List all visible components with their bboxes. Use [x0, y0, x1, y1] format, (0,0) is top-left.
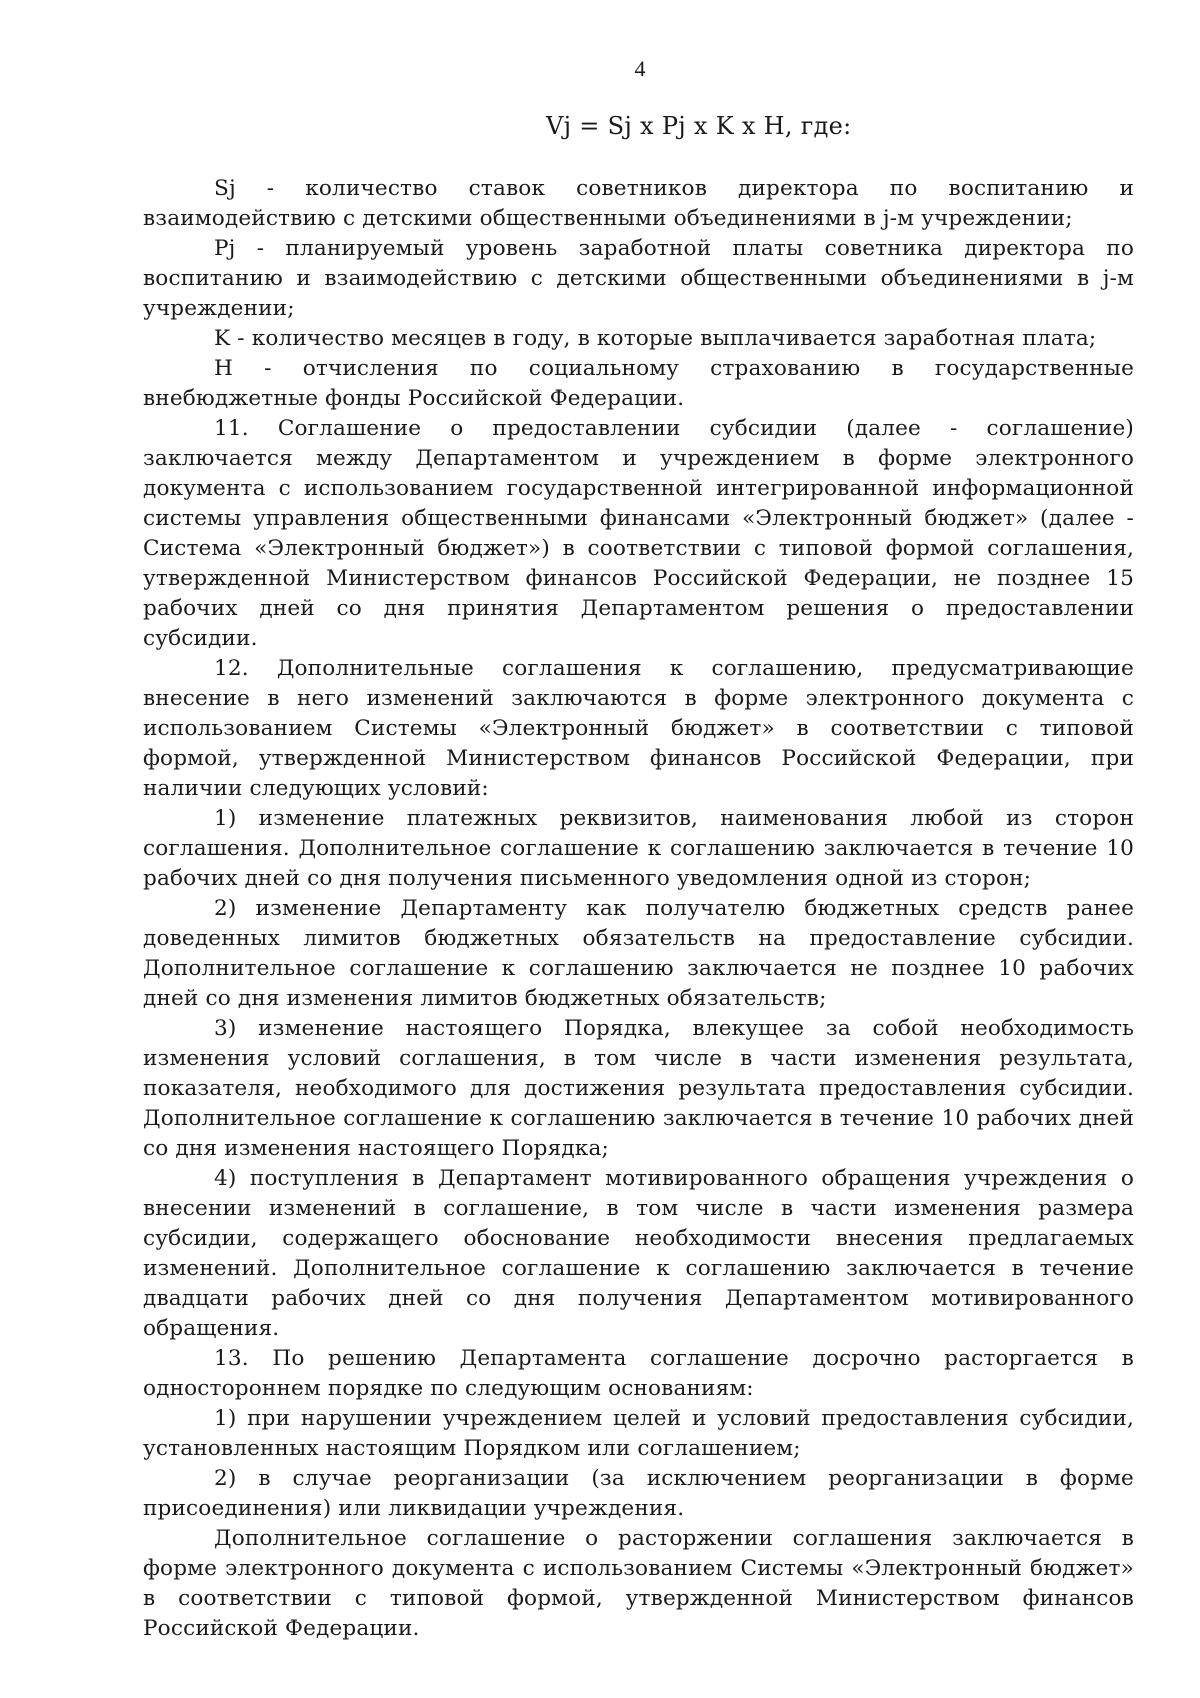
paragraph-clause-13-item-1: 1) при нарушении учреждением целей и условий предоставления субсидии, установленных настоящим Порядком или соглашением; — [143, 1406, 1134, 1461]
paragraph-termination-agreement: Дополнительное соглашение о расторжении соглашения заключается в форме электронного документа с использованием Системы «Электронный бюджет» в соответствии с типовой формой, утвержденной Министерством финансов Российской Федерации. — [143, 1526, 1134, 1641]
paragraph-pj-definition: Pj - планируемый уровень заработной платы советника директора по воспитанию и взаимодействию с детскими общественными объединениями в j-м учреждении; — [143, 236, 1134, 321]
formula: Vj = Sj x Pj x K x H, где: — [546, 112, 852, 140]
paragraph-clause-12: 12. Дополнительные соглашения к соглашению, предусматривающие внесение в него изменений заключаются в форме электронного документа с использованием Системы «Электронный бюджет» в соответствии с типовой формой, утвержденной Министерством финансов Российской Федерации, при наличии следующих условий: — [143, 656, 1134, 801]
document-body — [143, 174, 1134, 1644]
paragraph-clause-13-item-2: 2) в случае реорганизации (за исключением реорганизации в форме присоединения) или ликвидации учреждения. — [143, 1466, 1134, 1521]
paragraph-k-definition: K - количество месяцев в году, в которые выплачивается заработная плата; — [214, 326, 1097, 351]
paragraph-clause-13: 13. По решению Департамента соглашение досрочно расторгается в одностороннем порядке по следующим основаниям: — [143, 1346, 1134, 1401]
paragraph-clause-12-item-1: 1) изменение платежных реквизитов, наименования любой из сторон соглашения. Дополнительное соглашение к соглашению заключается в течение 10 рабочих дней со дня получения письменного уведомления одной из сторон; — [143, 806, 1134, 891]
page-number: 4 — [634, 56, 646, 81]
paragraph-clause-12-item-4: 4) поступления в Департамент мотивированного обращения учреждения о внесении изменений в соглашение, в том числе в части изменения размера субсидии, содержащего обоснование необходимости внесения предлагаемых изменений. Дополнительное соглашение к соглашению заключается в течение двадцати рабочих дней со дня получения Департаментом мотивированного обращения. — [143, 1166, 1134, 1341]
paragraph-clause-12-item-3: 3) изменение настоящего Порядка, влекущее за собой необходимость изменения условий соглашения, в том числе в части изменения результата, показателя, необходимого для достижения результата предоставления субсидии. Дополнительное соглашение к соглашению заключается в течение 10 рабочих дней со дня изменения настоящего Порядка; — [143, 1016, 1134, 1161]
paragraph-clause-12-item-2: 2) изменение Департаменту как получателю бюджетных средств ранее доведенных лимитов бюджетных обязательств на предоставление субсидии. Дополнительное соглашение к соглашению заключается не позднее 10 рабочих дней со дня изменения лимитов бюджетных обязательств; — [143, 896, 1134, 1011]
paragraph-sj-definition: Sj - количество ставок советников директора по воспитанию и взаимодействию с детскими общественными объединениями в j-м учреждении; — [143, 176, 1134, 231]
paragraph-h-definition: H - отчисления по социальному страхованию в государственные внебюджетные фонды Российской Федерации. — [143, 356, 1134, 411]
paragraph-clause-11: 11. Соглашение о предоставлении субсидии (далее - соглашение) заключается между Департаментом и учреждением в форме электронного документа с использованием государственной интегрированной информационной системы управления общественными финансами «Электронный бюджет» (далее - Система «Электронный бюджет») в соответствии с типовой формой соглашения, утвержденной Министерством финансов Российской Федерации, не позднее 15 рабочих дней со дня принятия Департаментом решения о предоставлении субсидии. — [143, 416, 1134, 651]
